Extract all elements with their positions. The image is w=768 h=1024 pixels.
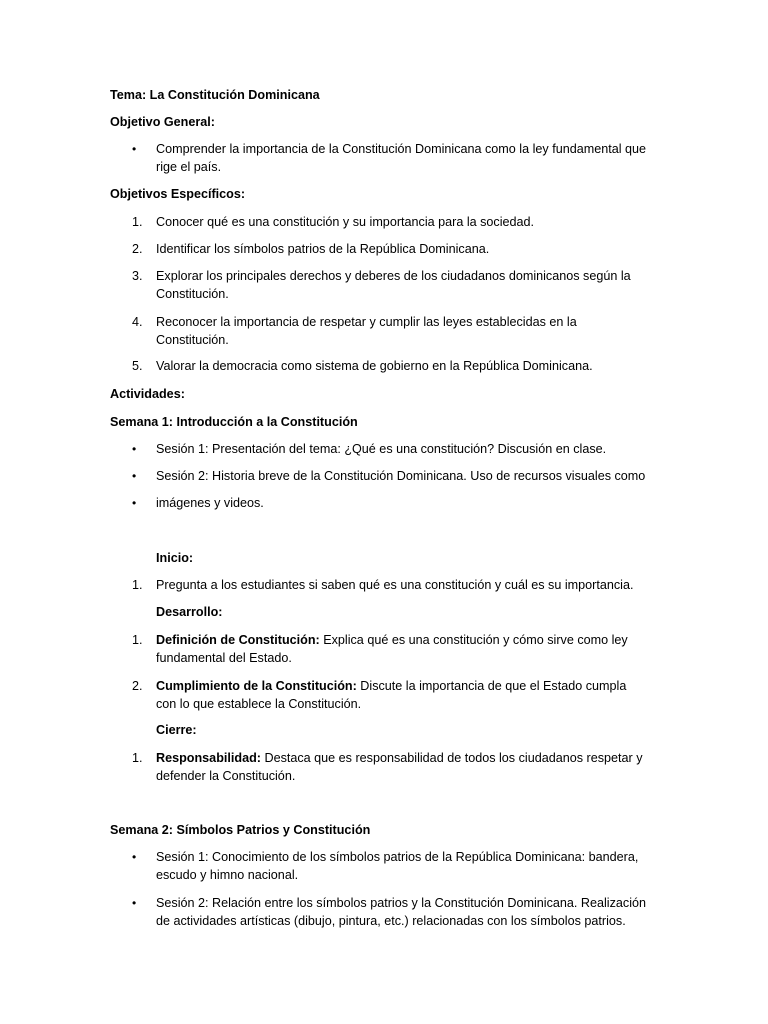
number-marker: 2.: [132, 679, 143, 693]
number-marker: 1.: [132, 215, 143, 229]
list-item-text: Sesión 1: Presentación del tema: ¿Qué es una constitución? Discusión en clase.: [156, 442, 607, 456]
term-label: Responsabilidad:: [156, 751, 261, 765]
list-item-text: Pregunta a los estudiantes si saben qué es una constitución y cuál es su importancia.: [156, 578, 634, 592]
number-marker: 1.: [132, 751, 143, 765]
term-label: Definición de Constitución:: [156, 633, 320, 647]
list-item-text: [156, 749, 648, 785]
bullet-marker: •: [132, 142, 137, 156]
bullet-marker: •: [132, 850, 137, 864]
number-marker: 5.: [132, 359, 143, 373]
semana1-heading: Semana 1: Introducción a la Constitución: [110, 415, 358, 429]
list-item-text: Reconocer la importancia de respetar y cumplir las leyes establecidas en la Constitución.: [156, 315, 577, 347]
number-marker: 3.: [132, 269, 143, 283]
number-marker: 2.: [132, 242, 143, 256]
number-marker: 1.: [132, 633, 143, 647]
bullet-marker: •: [132, 896, 137, 910]
list-item-text: Comprender la importancia de la Constitución Dominicana como la ley fundamental que rige el país.: [156, 142, 647, 174]
list-item-text: Conocer qué es una constitución y su importancia para la sociedad.: [156, 215, 535, 229]
desarrollo-heading: Desarrollo:: [156, 605, 223, 619]
inicio-heading: Inicio:: [156, 551, 194, 565]
list-item-text: Identificar los símbolos patrios de la República Dominicana.: [156, 242, 490, 256]
objetivos-especificos-heading: Objetivos Específicos:: [110, 187, 246, 201]
term-description: Destaca que es responsabilidad de todos los ciudadanos respetar y defender la Constitución.: [156, 751, 643, 783]
number-marker: 1.: [132, 578, 143, 592]
term-label: Cumplimiento de la Constitución:: [156, 679, 357, 693]
list-item-text: Valorar la democracia como sistema de gobierno en la República Dominicana.: [156, 359, 593, 373]
bullet-marker: •: [132, 442, 137, 456]
list-item-text: imágenes y videos.: [156, 496, 264, 510]
list-item-text: Sesión 2: Historia breve de la Constitución Dominicana. Uso de recursos visuales como: [156, 469, 646, 483]
bullet-marker: •: [132, 469, 137, 483]
tema-title: Tema: La Constitución Dominicana: [110, 88, 320, 102]
list-item-text: Sesión 2: Relación entre los símbolos patrios y la Constitución Dominicana. Realización de actividades artísticas (dibujo, pintura, etc.) relacionadas con los símbolos patrios.: [156, 896, 647, 928]
number-marker: 4.: [132, 315, 143, 329]
list-item-text: [156, 677, 648, 713]
objetivo-general-heading: Objetivo General:: [110, 115, 215, 129]
list-item-text: Sesión 1: Conocimiento de los símbolos patrios de la República Dominicana: bandera, escudo y himno nacional.: [156, 850, 639, 882]
actividades-heading: Actividades:: [110, 387, 185, 401]
semana2-heading: Semana 2: Símbolos Patrios y Constitución: [110, 823, 371, 837]
term-description: Discute la importancia de que el Estado cumpla con lo que establece la Constitución.: [156, 679, 627, 711]
list-item-text: [156, 631, 648, 667]
bullet-marker: •: [132, 496, 137, 510]
cierre-heading: Cierre:: [156, 723, 197, 737]
list-item-text: Explorar los principales derechos y deberes de los ciudadanos dominicanos según la Constitución.: [156, 269, 631, 301]
term-description: Explica qué es una constitución y cómo sirve como ley fundamental del Estado.: [156, 633, 628, 665]
